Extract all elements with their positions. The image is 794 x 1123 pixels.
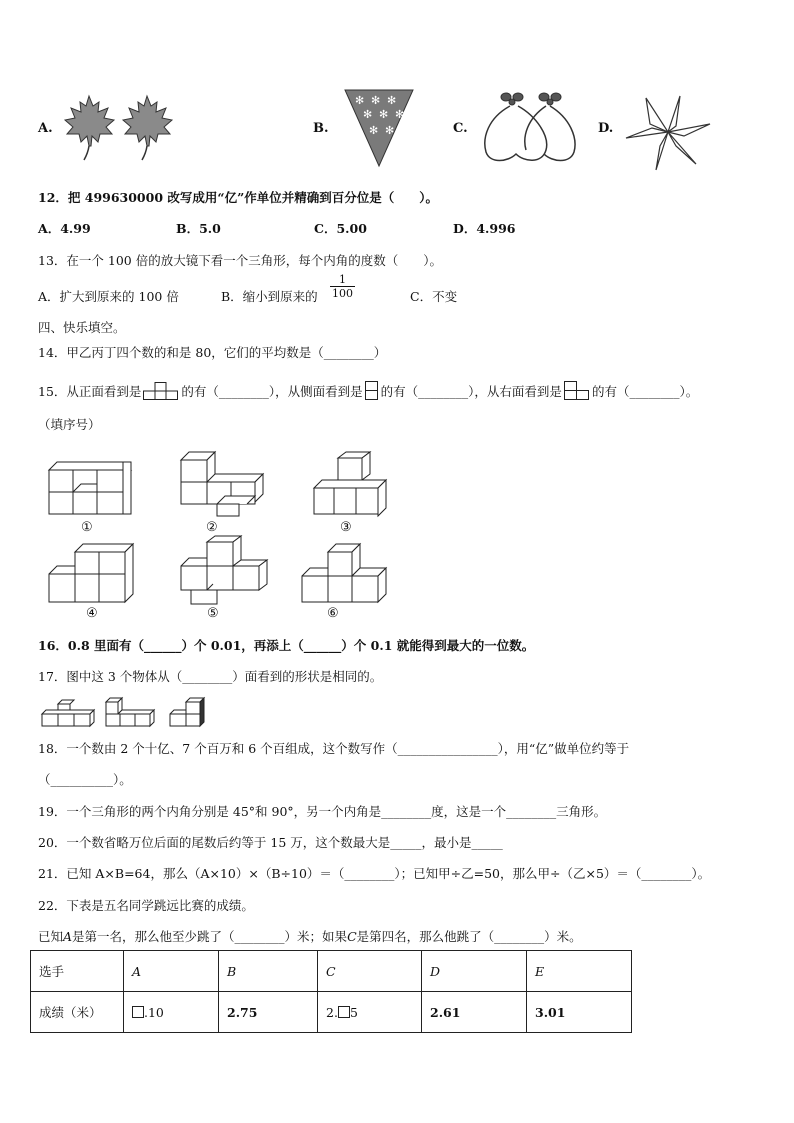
table-row — [31, 992, 632, 1033]
q22-line2-part1: 已知 — [38, 929, 64, 944]
blank-box — [132, 1006, 144, 1018]
q13-stem: 13．在一个 100 倍的放大镜下看一个三角形，每个内角的度数（ ）。 — [38, 253, 442, 268]
cube-figure-6 — [300, 542, 392, 604]
section-heading: 四、快乐填空。 — [38, 320, 126, 335]
q12-option-b: B．5.0 — [176, 221, 221, 236]
figure-label-2: ② — [206, 520, 218, 535]
q22-var-c: C — [347, 929, 357, 944]
cube-figure-4 — [47, 542, 139, 604]
cell-c-prefix: 2. — [326, 1004, 338, 1020]
fraction-denominator: 100 — [332, 287, 353, 300]
q13-option-c: C．不变 — [410, 289, 458, 304]
table-cell-e: 3.01 — [527, 992, 632, 1033]
q18-line1: 18．一个数由 2 个十亿、7 个百万和 6 个百组成，这个数写作（________________），用“亿”做单位约等于 — [38, 741, 630, 756]
q15-part1: 15．从正面看到是 — [38, 384, 142, 399]
svg-text:✻: ✻ — [387, 94, 397, 107]
blank-box — [338, 1006, 350, 1018]
q17-text: 17．图中这 3 个物体从（________）面看到的形状是相同的。 — [38, 669, 383, 684]
figure-label-4: ④ — [86, 606, 98, 621]
table-header-cell: E — [527, 951, 632, 992]
svg-text:✻: ✻ — [371, 94, 381, 107]
q22-line2-part3: 是第四名，那么他跳了（________）米。 — [356, 929, 582, 944]
table-row-label: 成绩（米） — [31, 992, 124, 1033]
svg-text:✻: ✻ — [355, 94, 365, 107]
table-header-cell: 选手 — [31, 951, 124, 992]
score-table — [30, 950, 632, 1033]
q21-text: 21．已知 A×B=64，那么（A×10）×（B÷10）＝（________）；已知甲÷乙=50，那么甲÷（乙×5）＝（________）。 — [38, 866, 711, 881]
table-cell-b: 2.75 — [219, 992, 318, 1033]
q22-line2-part2: 是第一名，那么他至少跳了（________）米；如果 — [72, 929, 348, 944]
snowflake-triangle-image — [343, 88, 415, 168]
option-d-label: D. — [598, 121, 614, 136]
pinwheel-image — [622, 94, 714, 172]
table-header-cell: B — [219, 951, 318, 992]
table-header-cell: D — [422, 951, 527, 992]
table-row — [31, 951, 632, 992]
q12-option-d: D．4.996 — [453, 221, 516, 236]
svg-text:✻: ✻ — [395, 108, 405, 121]
three-objects-figure — [40, 696, 210, 728]
cell-c-suffix: 5 — [349, 1004, 358, 1020]
cube-figure-3 — [310, 450, 390, 518]
q13-option-a: A．扩大到原来的 100 倍 — [38, 289, 179, 304]
q22-stem: 22．下表是五名同学跳远比赛的成绩。 — [38, 898, 254, 913]
table-cell-d: 2.61 — [422, 992, 527, 1033]
fraction-numerator: 1 — [330, 273, 355, 287]
q12-option-c: C．5.00 — [314, 221, 367, 236]
table-header-cell: C — [318, 951, 422, 992]
cell-a-suffix: .10 — [144, 1004, 164, 1020]
q22-var-a: A — [63, 929, 73, 944]
q16-text: 16．0.8 里面有（______）个 0.01，再添上（______）个 0.1 就能得到最大的一位数。 — [38, 638, 535, 653]
maple-leaves-image — [62, 90, 180, 162]
view-shape-front-icon — [143, 382, 179, 400]
figure-label-3: ③ — [340, 520, 352, 535]
q15-part2: 的有（________），从侧面看到是 — [181, 384, 363, 399]
two-hearts-image — [478, 88, 584, 168]
table-cell-a — [124, 992, 219, 1033]
q12-option-a: A．4.99 — [38, 221, 91, 236]
q20-text: 20．一个数省略万位后面的尾数后约等于 15 万，这个数最大是_____，最小是_____ — [38, 835, 503, 850]
q18-line2: （__________）。 — [38, 772, 132, 787]
figure-label-5: ⑤ — [207, 606, 219, 621]
figure-label-6: ⑥ — [327, 606, 339, 621]
view-shape-side-icon — [365, 381, 379, 401]
option-b-label: B. — [313, 121, 329, 136]
q13-fraction — [330, 273, 355, 300]
svg-text:✻: ✻ — [379, 108, 389, 121]
figure-label-1: ① — [81, 520, 93, 535]
svg-text:✻: ✻ — [369, 124, 379, 137]
svg-text:✻: ✻ — [385, 124, 395, 137]
q13-option-b: B．缩小到原来的 — [221, 289, 318, 304]
cube-figure-2 — [177, 450, 269, 518]
option-c-label: C. — [453, 121, 468, 136]
q15-part3: 的有（________），从右面看到是 — [380, 384, 562, 399]
q15-part4: 的有（________）。 — [591, 384, 699, 399]
option-a-label: A. — [38, 121, 53, 136]
table-cell-c — [318, 992, 422, 1033]
q19-text: 19．一个三角形的两个内角分别是 45°和 90°，另一个内角是________度，这是一个________三角形。 — [38, 804, 607, 819]
cube-figure-5 — [177, 534, 269, 606]
q22-line2 — [38, 927, 582, 945]
table-header-cell: A — [124, 951, 219, 992]
q15-text — [38, 381, 698, 401]
view-shape-right-icon — [564, 381, 590, 401]
q15-note: （填序号） — [38, 417, 101, 432]
svg-text:✻: ✻ — [363, 108, 373, 121]
q14-text: 14．甲乙丙丁四个数的和是 80，它们的平均数是（________） — [38, 345, 387, 360]
cube-figure-1 — [47, 458, 137, 518]
q12-stem: 12．把 499630000 改写成用“亿”作单位并精确到百分位是（ ）。 — [38, 190, 439, 205]
